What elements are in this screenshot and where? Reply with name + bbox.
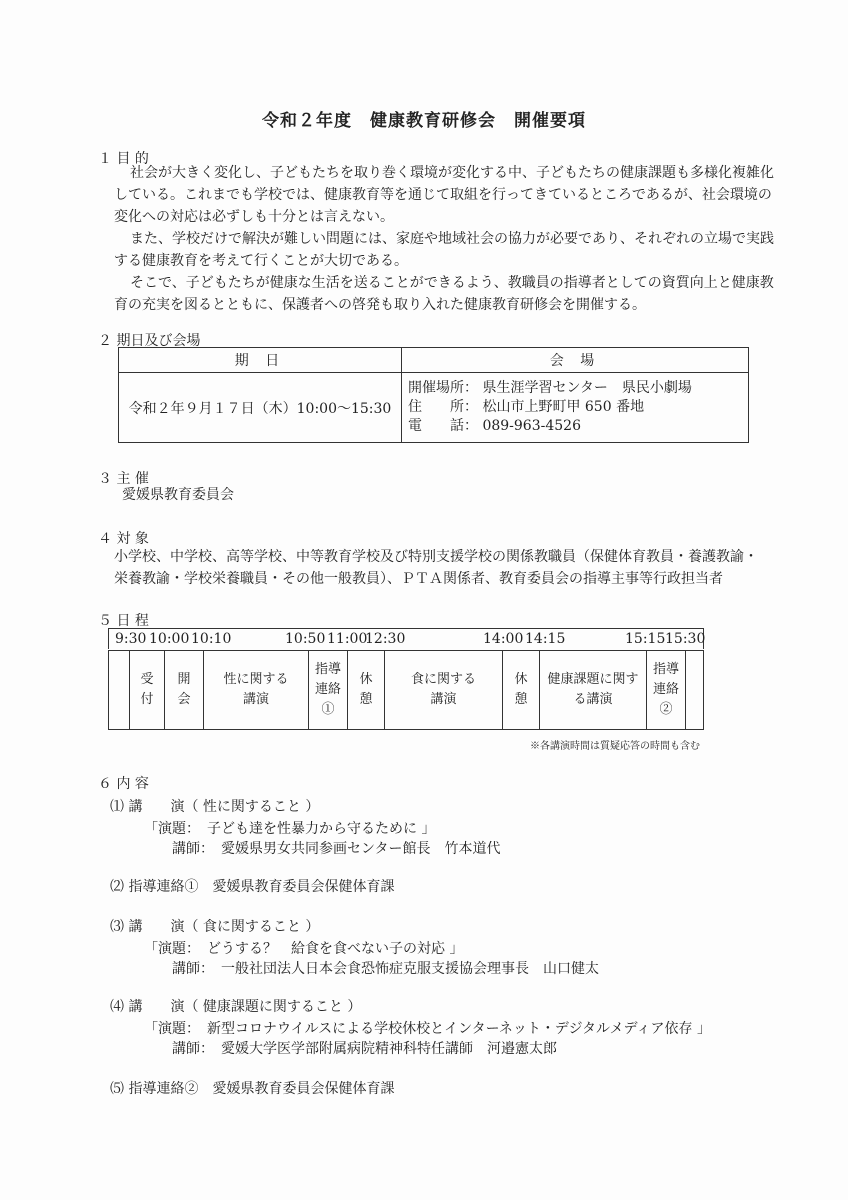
section-1-heading: １ 目 的 (98, 151, 149, 167)
page-title: 令和２年度 健康教育研修会 開催要項 (262, 111, 586, 131)
content-item-label: ⑸ 指導連絡② 愛媛県教育委員会保健体育課 (110, 1081, 395, 1097)
content-item-label: ⑶ 講 演（ 食に関すること ） (110, 919, 320, 935)
schedule-cell-end (685, 651, 703, 729)
schedule-time: 14:15 (525, 631, 566, 647)
section-1-line: 社会が大きく変化し、子どもたちを取り巻く環境が変化する中、子どもたちの健康課題も多様化複雑化 (130, 165, 774, 181)
schedule-cell-lecture-2: 食に関する講演 (384, 651, 502, 729)
section-5-heading: ５ 日 程 (98, 613, 149, 629)
section-1-line: 育の充実を図るとともに、保護者への啓発も取り入れた健康教育研修会を開催する。 (114, 297, 646, 313)
schedule-time: 9:30 (115, 631, 147, 647)
section-2-heading: ２ 期日及び会場 (98, 333, 201, 349)
target-line: 小学校、中学校、高等学校、中等教育学校及び特別支援学校の関係教職員（保健体育教員・養護教諭・ (114, 549, 758, 565)
content-item-label: ⑵ 指導連絡① 愛媛県教育委員会保健体育課 (110, 879, 395, 895)
schedule-cell-break-2: 休憩 (502, 651, 539, 729)
venue-table-header-venue: 会 場 (402, 348, 749, 373)
venue-table (118, 347, 749, 443)
schedule-time: 12:30 (365, 631, 406, 647)
section-3-heading: ３ 主 催 (98, 471, 149, 487)
section-6-heading: ６ 内 容 (98, 776, 149, 792)
schedule-cell-guidance-1: 指導連絡① (308, 651, 347, 729)
schedule-row (108, 650, 704, 730)
organizer: 愛媛県教育委員会 (122, 487, 234, 503)
schedule-time: 15:30 (665, 631, 706, 647)
schedule-cell-guidance-2: 指導連絡② (646, 651, 685, 729)
event-date: 令和２年９月１７日（木）10:00〜15:30 (119, 373, 402, 443)
section-1-line: また、学校だけで解決が難しい問題には、家庭や地域社会の協力が必要であり、それぞれの立場で実践 (130, 231, 774, 247)
section-1-line: している。これまでも学校では、健康教育等を通じて取組を行ってきているところであるが、社会環境の (114, 187, 772, 203)
section-1-line: そこで、子どもたちが健康な生活を送ることができるよう、教職員の指導者としての資質向上と健康教 (130, 275, 774, 291)
schedule-cell-reception: 受付 (129, 651, 164, 729)
target-line: 栄養教諭・学校栄養職員・その他一般教員）、ＰＴＡ関係者、教育委員会の指導主事等行政担当者 (114, 571, 723, 587)
schedule-cell-opening: 開会 (164, 651, 203, 729)
schedule-time: 14:00 (483, 631, 524, 647)
schedule-time: 15:15 (625, 631, 666, 647)
section-1-line: する健康教育を考えて行くことが大切である。 (114, 253, 408, 269)
venue-place: 開催場所： 県生涯学習センター 県民小劇場 (408, 380, 692, 396)
schedule-times (108, 628, 704, 649)
content-item-label: ⑷ 講 演（ 健康課題に関すること ） (110, 999, 362, 1015)
venue-info (402, 373, 749, 443)
section-4-heading: ４ 対 象 (98, 531, 149, 547)
schedule-note: ※各講演時間は質疑応答の時間も含む (530, 741, 700, 752)
schedule-time: 10:00 (149, 631, 190, 647)
content-item-topic: 「演題： 新型コロナウイルスによる学校休校とインターネット・デジタルメディア依存 」 (144, 1021, 711, 1037)
content-item-topic: 「演題： 子ども達を性暴力から守るために 」 (144, 821, 436, 837)
venue-table-header-date: 期 日 (119, 348, 402, 373)
content-item-speaker: 講師： 一般社団法人日本会食恐怖症克服支援協会理事長 山口健太 (172, 961, 599, 977)
content-item-label: ⑴ 講 演（ 性に関すること ） (110, 799, 320, 815)
content-item-speaker: 講師： 愛媛県男女共同参画センター館長 竹本道代 (172, 841, 501, 857)
schedule-time: 10:50 (285, 631, 326, 647)
venue-phone: 電 話： 089-963-4526 (408, 418, 581, 434)
schedule-cell-lecture-3: 健康課題に関する講演 (539, 651, 646, 729)
schedule-cell-break-1: 休憩 (347, 651, 384, 729)
content-item-topic: 「演題： どうする？ 給食を食べない子の対応 」 (144, 941, 464, 957)
schedule-time: 10:10 (191, 631, 232, 647)
schedule-cell-lecture-1: 性に関する講演 (203, 651, 308, 729)
content-item-speaker: 講師： 愛媛大学医学部附属病院精神科特任講師 河邉憲太郎 (172, 1041, 557, 1057)
venue-address: 住 所： 松山市上野町甲 650 番地 (408, 399, 645, 415)
schedule-time: 11:00 (327, 631, 368, 647)
section-1-line: 変化への対応は必ずしも十分とは言えない。 (114, 209, 394, 225)
